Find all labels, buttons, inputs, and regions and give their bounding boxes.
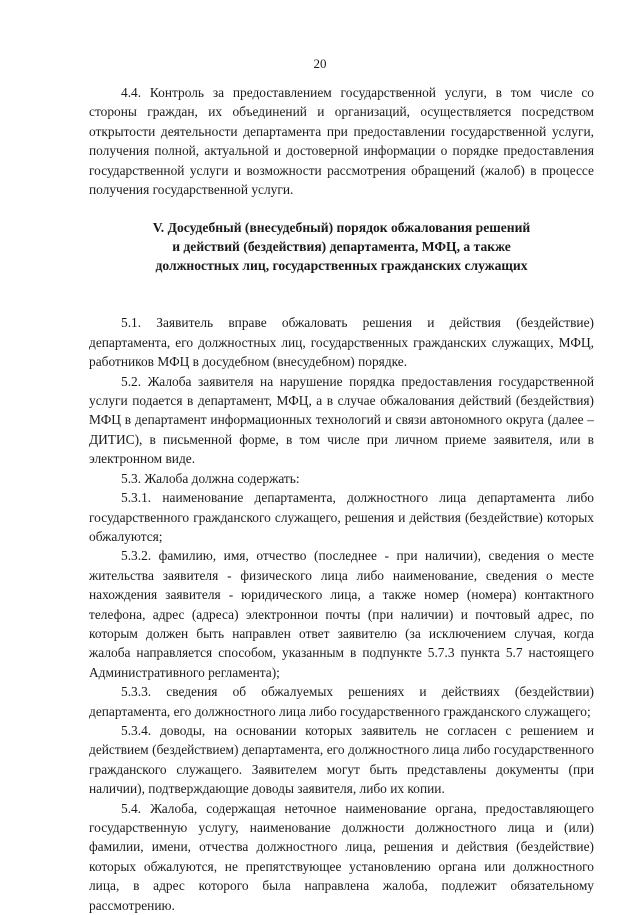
paragraph-5-3: 5.3. Жалоба должна содержать: <box>121 470 300 486</box>
paragraph-5-3-3: 5.3.3. сведения об обжалуемых решениях и действиях (бездействии) департамента, его должностного лица либо государственного гражданского служащего; <box>89 684 594 719</box>
paragraph-4-4: 4.4. Контроль за предоставлением государственной услуги, в том числе со стороны граждан, их объединений и организаций, осуществляется посредством открытости деятельности департамента при предоставлении государственной услуги, получения полной, актуальной и достоверной информации о порядке предоставления государственной услуги и возможности рассмотрения обращений (жалоб) в процессе получения государственной услуги. <box>89 85 594 198</box>
paragraph-5-2: 5.2. Жалоба заявителя на нарушение порядка предоставления государственной услуги подается в департамент, МФЦ, а в случае обжалования действий (бездействия) МФЦ в департамент информационных технологий и связи автономного округа (далее – ДИТИС), в письменной форме, в том числе при личном приеме заявителя, или в электронном виде. <box>89 373 594 467</box>
document-body <box>89 83 594 915</box>
section-heading-line-3: должностных лиц, государственных гражданских служащих <box>155 258 528 274</box>
spacer <box>89 297 594 313</box>
page-number: 20 <box>313 56 327 71</box>
section-heading <box>89 218 594 275</box>
section-heading-line-1: V. Досудебный (внесудебный) порядок обжалования решений <box>152 220 531 236</box>
paragraph-5-4: 5.4. Жалоба, содержащая неточное наименование органа, предоставляющего государственную услугу, наименование должности должностного лица и (или) фамилии, имени, отчества должностного лица, решения и действия (бездействие) которых обжалуются, не препятствующее установлению органа или должностного лица, в адрес которого была направлена жалоба, подлежит обязательному рассмотрению. <box>89 800 594 913</box>
paragraph-5-1: 5.1. Заявитель вправе обжаловать решения и действия (бездействие) департамента, его должностных лиц, государственных гражданских служащих, МФЦ, работников МФЦ в досудебном (внесудебном) порядке. <box>89 315 594 370</box>
section-heading-line-2: и действий (бездействия) департамента, МФЦ, а также <box>172 239 511 255</box>
paragraph-5-3-1: 5.3.1. наименование департамента, должностного лица департамента либо государственного гражданского служащего, решения и действия (бездействие) которых обжалуются; <box>89 490 594 544</box>
paragraph-5-3-4: 5.3.4. доводы, на основании которых заявитель не согласен с решением и действием (бездействием) департамента, его должностного лица либо государственного гражданского служащего. Заявителем могут быть представлены документы (при наличии), подтверждающие доводы заявителя, либо их копии. <box>89 722 594 797</box>
paragraph-5-3-2: 5.3.2. фамилию, имя, отчество (последнее - при наличии), сведения о месте жительства заявителя - физического лица либо наименование, сведения о месте нахождения заявителя - юридического лица, а также номер (номера) контактного телефона, адрес (адреса) электроннои почты (при наличии) и почтовый адрес, по которым должен быть направлен ответ заявителю (за исключением случая, когда жалоба направляется способом, указанным в подпункте 5.7.3 пункта 5.7 настоящего Административного регламента); <box>89 548 594 680</box>
